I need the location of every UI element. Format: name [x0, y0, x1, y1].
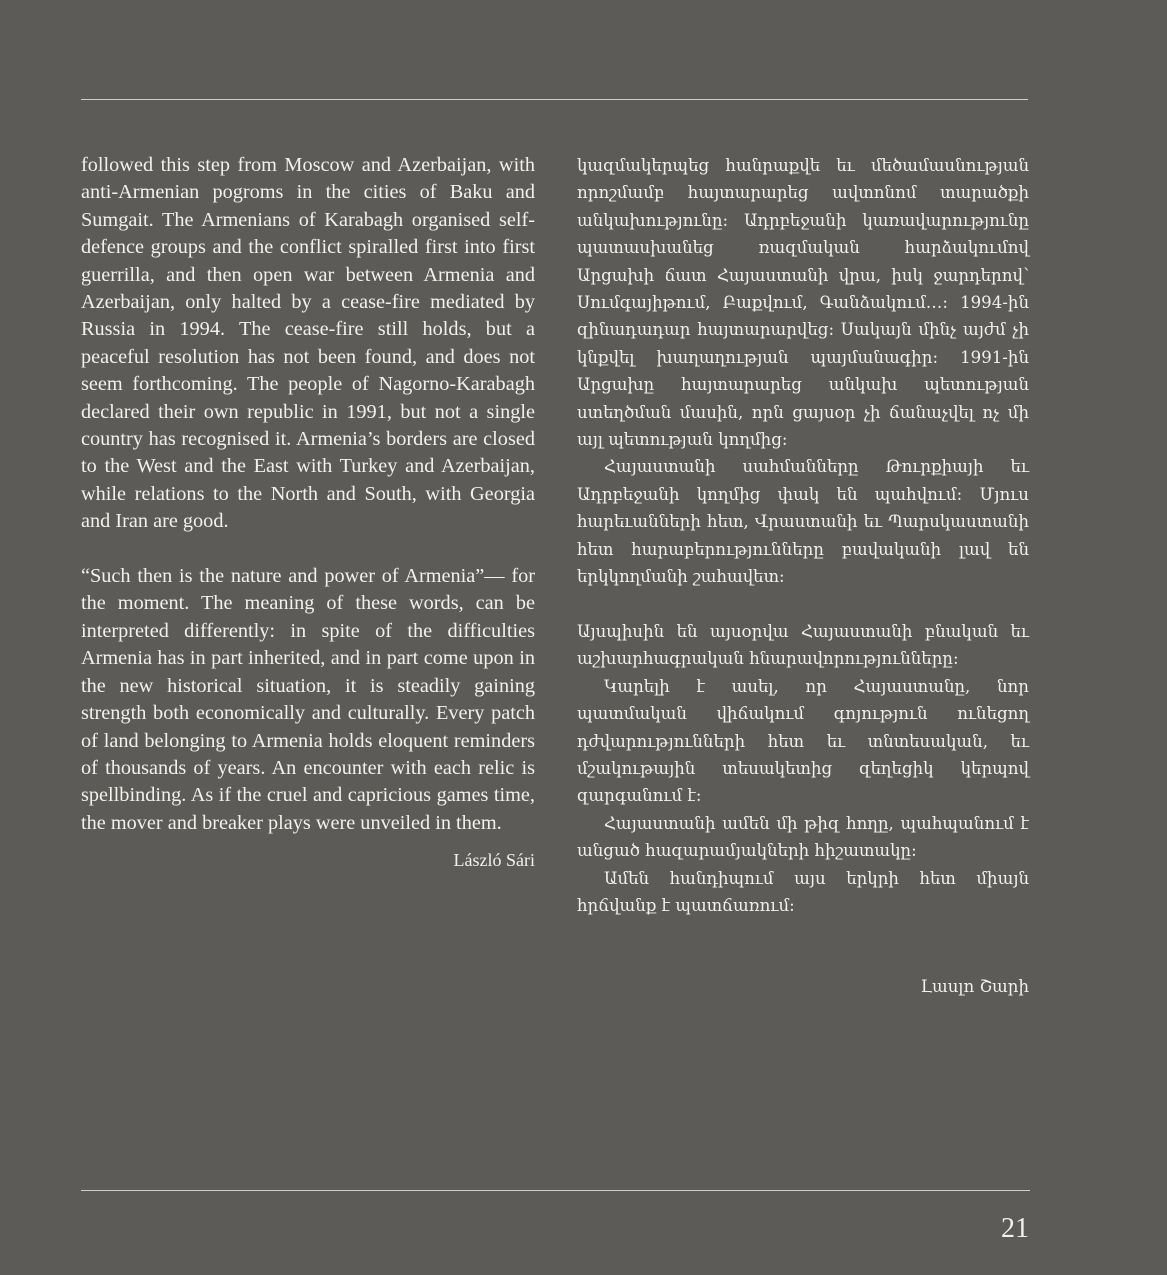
english-column [81, 152, 535, 875]
armenian-paragraph-1: կազմակերպեց հանրաքվե եւ մեծամասնության որոշմամբ հայտարարեց ավտոնոմ տարածքի անկախությունը: Ադրբեջանի կառավարությունը պատասխանեց ռազմական հարձակումով Արցախի ճատ Հայաստանի վրա, իսկ ջարդերով՝ Սումգայիթում, Բաքվում, Գանձակում…: 1994-ին զինադադար հայտարարվեց: Սակայն մինչ այժմ չի կնքվել խաղաղության պայմանագիր: 1991-ին Արցախը հայտարարեց անկախ պետության ստեղծման մասին, որն ցայսօր չի ճանաչվել ոչ մի այլ պետության կողմից: [577, 156, 1029, 450]
armenian-column [577, 152, 1029, 1001]
bottom-rule [81, 1190, 1030, 1191]
armenian-paragraph-4: Կարելի է ասել, որ Հայաստանը, նոր պատմական վիճակում գոյություն ունեցող դժվարությունների հետ եւ տնտեսական, եւ մշակութային տեսակետից զեղեցիկ կերպով զարգանում է: [577, 676, 1029, 806]
armenian-paragraph-2: Հայաստանի սահմանները Թուրքիայի եւ Ադրբեջանի կողմից փակ են պահվում: Մյուս հարեւանների հետ, Վրաստանի եւ Պարսկաստանի հետ հարաբերությունները բավականի լավ են երկկողմանի շահավետ: [577, 457, 1029, 587]
english-paragraph-2: “Such then is the nature and power of Armenia”— for the moment. The meaning of these words, can be interpreted differently: in spite of the difficulties Armenia has in part inherited, and in part come upon in the new historical situation, it is steadily gaining strength both economically and culturally. Every patch of land belonging to Armenia holds eloquent reminders of thousands of years. An encounter with each relic is spellbinding. As if the cruel and capricious games time, the mover and breaker plays were unveiled in them. [81, 565, 535, 834]
page-number: 21 [1001, 1213, 1029, 1244]
armenian-paragraph-3: Այսպիսին են այսօրվա Հայաստանի բնական եւ աշխարհագրական հնարավորությունները: [577, 621, 1029, 669]
english-signature: László Sári [453, 850, 535, 871]
english-paragraph-1: followed this step from Moscow and Azerbaijan, with anti-Armenian pogroms in the cities of Baku and Sumgait. The Armenians of Karabagh organised self-defence groups and the conflict spiralled first into first guerrilla, and then open war between Armenia and Azerbaijan, only halted by a cease-fire mediated by Russia in 1994. The cease-fire still holds, but a peaceful resolution has not been found, and does not seem forthcoming. The people of Nagorno-Karabagh declared their own republic in 1991, but not a single country has recognised it. Armenia’s borders are closed to the West and the East with Turkey and Azerbaijan, while relations to the North and South, with Georgia and Iran are good. [81, 154, 535, 533]
armenian-paragraph-6: Ամեն հանդիպում այս երկրի հետ միայն հրճվանք է պատճառում: [577, 868, 1029, 915]
armenian-signature: Լասլո Շարի [920, 977, 1029, 997]
armenian-paragraph-5: Հայաստանի ամեն մի թիզ հողը, պահպանում է անցած հազարամյակների հիշատակը: [577, 813, 1029, 861]
top-rule [81, 99, 1028, 100]
